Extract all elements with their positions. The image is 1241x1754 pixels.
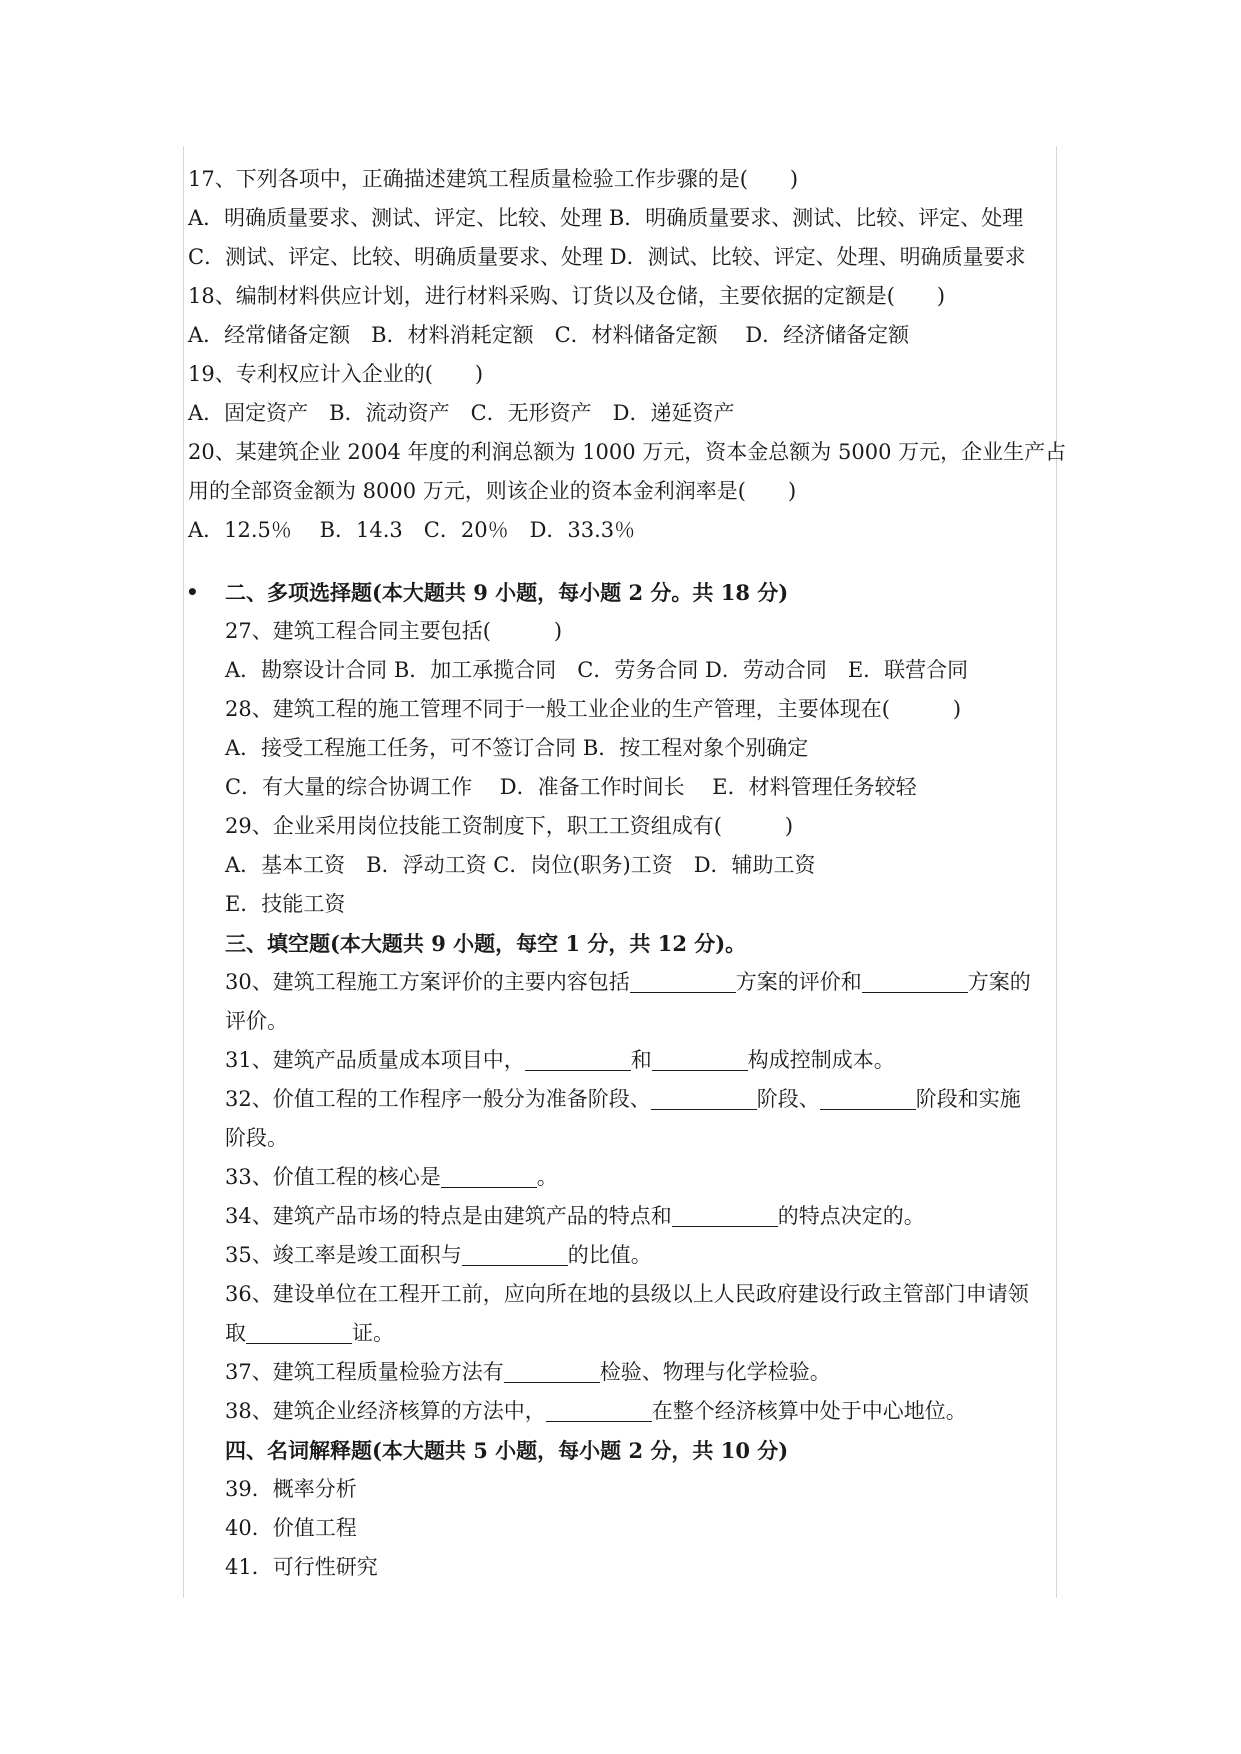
answer-blank (525, 1046, 631, 1071)
question-32: 32、价值工程的工作程序一般分为准备阶段、 阶段、 阶段和实施 (225, 1087, 1021, 1111)
question-36: 36、建设单位在工程开工前，应向所在地的县级以上人民政府建设行政主管部门申请领 (225, 1282, 1029, 1306)
question-35: 35、竣工率是竣工面积与 的比值。 (225, 1243, 652, 1267)
answer-blank (546, 1397, 652, 1422)
question-17-options-ab: A．明确质量要求、测试、评定、比较、处理 B．明确质量要求、测试、比较、评定、处理 (188, 206, 1024, 230)
question-37: 37、建筑工程质量检验方法有 检验、物理与化学检验。 (225, 1360, 831, 1384)
question-31: 31、建筑产品质量成本项目中， 和 构成控制成本。 (225, 1048, 895, 1072)
section-fill-blank-heading: 三、填空题(本大题共 9 小题，每空 1 分，共 12 分)。 (225, 931, 747, 956)
answer-blank (630, 968, 736, 993)
question-38: 38、建筑企业经济核算的方法中， 在整个经济核算中处于中心地位。 (225, 1399, 967, 1423)
answer-blank (246, 1319, 352, 1344)
question-20: 20、某建筑企业 2004 年度的利润总额为 1000 万元，资本金总额为 5000 万元，企业生产占 (188, 440, 1067, 464)
question-28: 28、建筑工程的施工管理不同于一般工业企业的生产管理，主要体现在( ) (225, 697, 962, 721)
question-19: 19、专利权应计入企业的( ) (188, 362, 484, 386)
question-30: 30、建筑工程施工方案评价的主要内容包括 方案的评价和 方案的 (225, 970, 1031, 994)
question-19-options: A．固定资产 B．流动资产 C．无形资产 D．递延资产 (188, 401, 735, 425)
question-28-options-ab: A．接受工程施工任务，可不签订合同 B．按工程对象个别确定 (225, 736, 809, 760)
question-40: 40．价值工程 (225, 1516, 357, 1540)
question-34: 34、建筑产品市场的特点是由建筑产品的特点和 的特点决定的。 (225, 1204, 925, 1228)
question-30-continued: 评价。 (225, 1009, 288, 1033)
question-18: 18、编制材料供应计划，进行材料采购、订货以及仓储，主要依据的定额是( ) (188, 284, 946, 308)
answer-blank (651, 1085, 757, 1110)
question-20-continued: 用的全部资金额为 8000 万元，则该企业的资本金利润率是( ) (188, 479, 797, 503)
question-33: 33、价值工程的核心是 。 (225, 1165, 558, 1189)
answer-blank (820, 1085, 916, 1110)
section-multiple-choice-heading: • 二、多项选择题(本大题共 9 小题，每小题 2 分。共 18 分) (188, 573, 1060, 612)
question-20-options: A．12.5％ B．14.3 C．20％ D．33.3％ (188, 518, 636, 542)
question-29-options-abcd: A．基本工资 B．浮动工资 C．岗位(职务)工资 D．辅助工资 (225, 853, 816, 877)
answer-blank (441, 1163, 537, 1188)
question-28-options-cde: C．有大量的综合协调工作 D．准备工作时间长 E．材料管理任务较轻 (225, 775, 917, 799)
question-39: 39．概率分析 (225, 1477, 357, 1501)
answer-blank (672, 1202, 778, 1227)
section-term-definition-heading: 四、名词解释题(本大题共 5 小题，每小题 2 分，共 10 分) (225, 1438, 789, 1463)
answer-blank (504, 1358, 600, 1383)
answer-blank (462, 1241, 568, 1266)
question-29: 29、企业采用岗位技能工资制度下，职工工资组成有( ) (225, 814, 794, 838)
question-27: 27、建筑工程合同主要包括( ) (225, 619, 563, 643)
question-18-options: A．经常储备定额 B．材料消耗定额 C．材料储备定额 D．经济储备定额 (188, 323, 910, 347)
question-41: 41．可行性研究 (225, 1555, 378, 1579)
answer-blank (652, 1046, 748, 1071)
answer-blank (862, 968, 968, 993)
question-29-option-e: E．技能工资 (225, 892, 346, 916)
exam-page (188, 160, 1067, 1587)
question-36-continued: 取 证。 (225, 1321, 394, 1345)
question-32-continued: 阶段。 (225, 1126, 288, 1150)
question-17: 17、下列各项中，正确描述建筑工程质量检验工作步骤的是( ) (188, 167, 799, 191)
question-27-options: A．勘察设计合同 B．加工承揽合同 C．劳务合同 D．劳动合同 E．联营合同 (225, 658, 969, 682)
question-17-options-cd: C．测试、评定、比较、明确质量要求、处理 D．测试、比较、评定、处理、明确质量要求 (188, 245, 1026, 269)
